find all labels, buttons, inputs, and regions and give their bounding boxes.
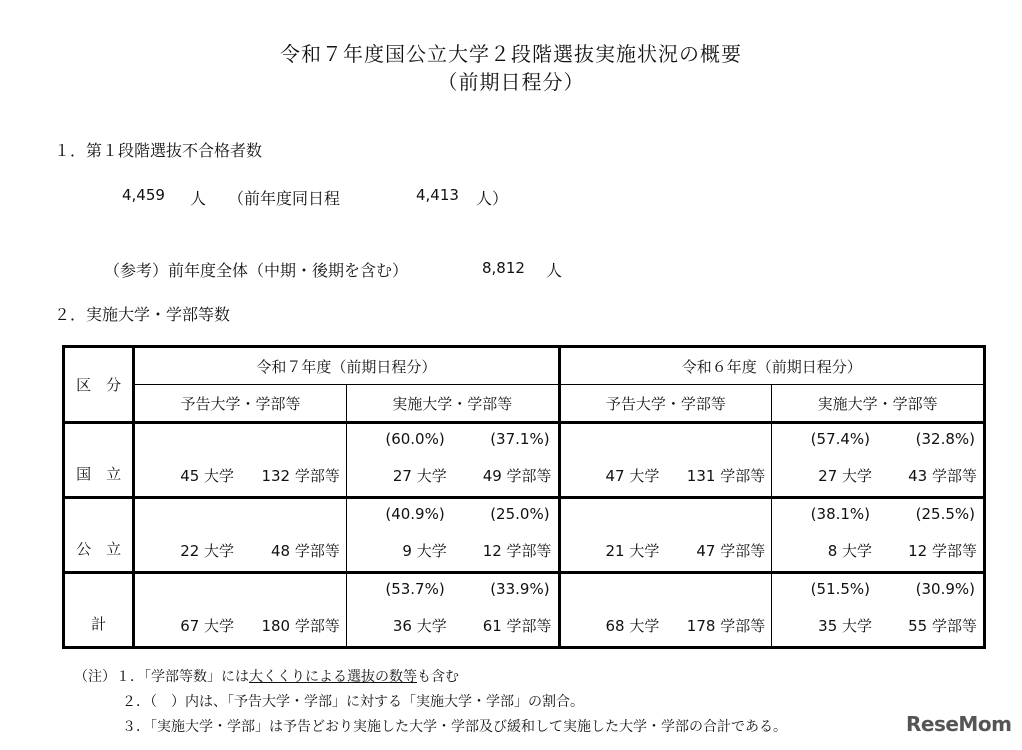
cell-r7-jisshi-fac: (33.9%) 61 学部等 bbox=[453, 573, 559, 648]
prev-label: （前年度同日程 bbox=[228, 189, 341, 208]
reference-count: 8,812 bbox=[482, 259, 525, 277]
row-label: 国 立 bbox=[64, 423, 134, 498]
cell-r6-jisshi-fac: (30.9%) 55 学部等 bbox=[878, 573, 984, 648]
r6-yokoku-header: 予告大学・学部等 bbox=[559, 385, 772, 423]
cell-r7-jisshi-fac: (37.1%) 49 学部等 bbox=[453, 423, 559, 498]
note-1-underlined: 大くくりによる選抜の数等 bbox=[249, 669, 417, 685]
cell-r6-jisshi-univ: (57.4%) 27 大学 bbox=[772, 423, 878, 498]
section1-heading: １．第１段階選抜不合格者数 bbox=[54, 141, 263, 160]
cell-r6-jisshi-fac: (25.5%) 12 学部等 bbox=[878, 498, 984, 573]
table-row bbox=[64, 423, 985, 498]
r6-jisshi-header: 実施大学・学部等 bbox=[772, 385, 985, 423]
cell-r6-yokoku-fac: 47 学部等 bbox=[665, 498, 771, 573]
cell-r6-yokoku-fac: 131 学部等 bbox=[665, 423, 771, 498]
note-2: ２．（ ）内は、「予告大学・学部」に対する「実施大学・学部」の割合。 bbox=[122, 694, 584, 710]
resemom-logo: ReseMom bbox=[906, 712, 1012, 736]
r7-jisshi-header: 実施大学・学部等 bbox=[346, 385, 559, 423]
r6-header: 令和６年度（前期日程分） bbox=[559, 347, 984, 385]
row-label: 公 立 bbox=[64, 498, 134, 573]
cell-r7-yokoku-fac: 180 学部等 bbox=[240, 573, 346, 648]
kubun-header: 区 分 bbox=[64, 347, 134, 423]
prev-unit: 人） bbox=[476, 189, 509, 208]
table-row bbox=[64, 573, 985, 648]
cell-r7-yokoku-univ: 22 大学 bbox=[134, 498, 240, 573]
section2-heading: ２．実施大学・学部等数 bbox=[54, 305, 231, 324]
cell-r7-yokoku-univ: 67 大学 bbox=[134, 573, 240, 648]
implementation-table bbox=[62, 345, 986, 649]
cell-r7-yokoku-univ: 45 大学 bbox=[134, 423, 240, 498]
r7-header: 令和７年度（前期日程分） bbox=[134, 347, 559, 385]
row-label: 計 bbox=[64, 573, 134, 648]
reference-unit: 人 bbox=[546, 261, 563, 280]
r7-yokoku-header: 予告大学・学部等 bbox=[134, 385, 347, 423]
table-row bbox=[64, 498, 985, 573]
cell-r7-jisshi-univ: (60.0%) 27 大学 bbox=[346, 423, 452, 498]
document-subtitle: （前期日程分） bbox=[437, 70, 585, 94]
prev-count: 4,413 bbox=[416, 186, 459, 204]
cell-r6-jisshi-univ: (38.1%) 8 大学 bbox=[772, 498, 878, 573]
cell-r6-jisshi-fac: (32.8%) 43 学部等 bbox=[878, 423, 984, 498]
cell-r6-yokoku-univ: 47 大学 bbox=[559, 423, 665, 498]
cell-r7-yokoku-fac: 48 学部等 bbox=[240, 498, 346, 573]
reject-unit: 人 bbox=[190, 189, 207, 208]
cell-r7-jisshi-univ: (53.7%) 36 大学 bbox=[346, 573, 452, 648]
reference-label: （参考）前年度全体（中期・後期を含む） bbox=[104, 261, 409, 280]
cell-r6-yokoku-fac: 178 学部等 bbox=[665, 573, 771, 648]
cell-r6-yokoku-univ: 68 大学 bbox=[559, 573, 665, 648]
cell-r6-yokoku-univ: 21 大学 bbox=[559, 498, 665, 573]
cell-r7-yokoku-fac: 132 学部等 bbox=[240, 423, 346, 498]
note-1: （注）１．「学部等数」には大くくりによる選抜の数等も含む bbox=[74, 669, 459, 685]
cell-r6-jisshi-univ: (51.5%) 35 大学 bbox=[772, 573, 878, 648]
cell-r7-jisshi-univ: (40.9%) 9 大学 bbox=[346, 498, 452, 573]
document-title: 令和７年度国公立大学２段階選抜実施状況の概要 bbox=[280, 42, 742, 66]
reject-count: 4,459 bbox=[122, 186, 165, 204]
note-3: ３．「実施大学・学部」は予告どおり実施した大学・学部及び緩和して実施した大学・学部の合計である。 bbox=[122, 719, 787, 735]
cell-r7-jisshi-fac: (25.0%) 12 学部等 bbox=[453, 498, 559, 573]
